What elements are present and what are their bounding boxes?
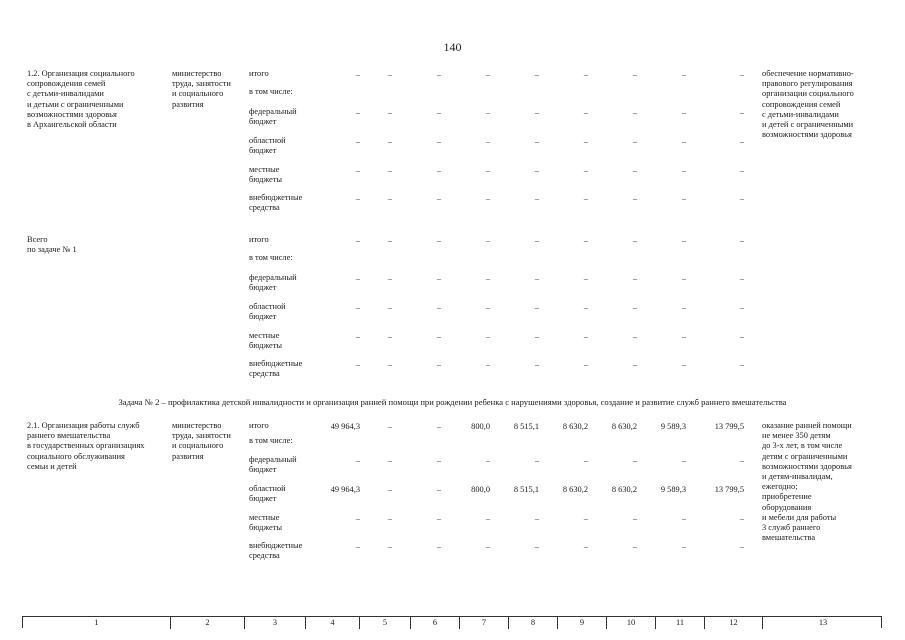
source-federal: федеральный бюджет [249,455,297,475]
column-numbers-row [22,616,882,628]
result: обеспечение нормативно- правового регулирования организации социального сопровождения семей с детьми-инвалидами и детей с ограниченными возможностями здоровья [762,69,854,140]
row-vnebyudzhet-value: – [583,194,588,203]
row-federal-value: – [355,456,360,465]
row-federal-value: – [436,108,441,117]
column-number-2: 2 [171,617,245,629]
row-oblast-value: – [739,303,744,312]
row-federal-value: – [681,274,686,283]
row-oblast-value: – [485,303,490,312]
row-vnebyudzhet-value: – [485,360,490,369]
row-itogo-value: – [387,70,392,79]
measure-name: 2.1. Организация работы служб раннего вмешательства в государственных организациях социального обслуживания семьи и детей [27,421,145,471]
row-federal-value: – [583,108,588,117]
row-mestnye-value: – [739,332,744,341]
row-oblast-value: – [681,303,686,312]
row-mestnye-value: – [485,166,490,175]
source-oblast: областной бюджет [249,136,286,156]
row-vnebyudzhet-value: – [436,194,441,203]
row-federal-value: – [583,274,588,283]
row-itogo-value: – [583,236,588,245]
row-oblast-value: 8 515,1 [513,485,539,494]
result: оказание ранней помощи не менее 350 детям до 3-х лет, в том числе детям с ограниченными возможностями здоровья и детям-инвалидам, ежегодно; приобретение оборудования и мебели для работы 3 служб раннего вмешательства [762,421,852,543]
column-number-11: 11 [656,617,705,629]
row-itogo-value: 13 799,5 [714,422,744,431]
row-mestnye-value: – [534,514,539,523]
row-mestnye-value: – [681,514,686,523]
row-federal-value: – [387,274,392,283]
row-itogo-value: – [681,70,686,79]
page-number: 140 [443,40,462,54]
row-oblast-value: – [681,137,686,146]
row-vnebyudzhet-value: – [681,360,686,369]
row-mestnye-value: – [583,514,588,523]
row-federal-value: – [485,456,490,465]
row-mestnye-value: – [355,514,360,523]
row-vnebyudzhet-value: – [436,542,441,551]
row-itogo-value: – [583,70,588,79]
row-itogo-value: – [436,422,441,431]
column-number-9: 9 [558,617,607,629]
source-federal: федеральный бюджет [249,273,297,293]
row-vnebyudzhet-value: – [632,542,637,551]
column-number-4: 4 [306,617,360,629]
row-oblast-value: – [387,485,392,494]
row-mestnye-value: – [681,332,686,341]
row-federal-value: – [436,456,441,465]
row-federal-value: – [583,456,588,465]
row-mestnye-value: – [583,332,588,341]
source-vnebyudzhet: внебюджетные средства [249,193,303,213]
row-itogo-value: – [436,70,441,79]
row-mestnye-value: – [387,514,392,523]
row-vnebyudzhet-value: – [583,542,588,551]
row-vnebyudzhet-value: – [632,360,637,369]
row-itogo-value: – [436,236,441,245]
row-itogo-value: 800,0 [471,422,490,431]
column-number-10: 10 [607,617,656,629]
source-v-tom-chisle: в том числе: [249,253,293,262]
row-mestnye-value: – [436,166,441,175]
row-federal-value: – [355,274,360,283]
row-itogo-value: – [485,70,490,79]
row-federal-value: – [387,108,392,117]
row-federal-value: – [632,108,637,117]
row-oblast-value: 49 964,3 [330,485,360,494]
column-number-1: 1 [23,617,171,629]
row-oblast-value: 13 799,5 [714,485,744,494]
source-oblast: областной бюджет [249,302,286,322]
row-mestnye-value: – [534,166,539,175]
row-oblast-value: 8 630,2 [611,485,637,494]
row-vnebyudzhet-value: – [681,194,686,203]
column-number-5: 5 [360,617,411,629]
row-itogo-value: – [632,70,637,79]
row-federal-value: – [632,456,637,465]
source-itogo: итого [249,69,269,78]
row-mestnye-value: – [355,166,360,175]
source-mestnye: местные бюджеты [249,165,283,185]
source-vnebyudzhet: внебюджетные средства [249,541,303,561]
row-vnebyudzhet-value: – [436,360,441,369]
row-oblast-value: – [485,137,490,146]
row-federal-value: – [485,274,490,283]
row-oblast-value: – [632,303,637,312]
row-itogo-value: – [739,70,744,79]
row-federal-value: – [739,456,744,465]
row-vnebyudzhet-value: – [534,194,539,203]
row-mestnye-value: – [632,332,637,341]
row-vnebyudzhet-value: – [681,542,686,551]
row-oblast-value: – [632,137,637,146]
row-federal-value: – [534,108,539,117]
source-v-tom-chisle: в том числе: [249,87,293,96]
row-itogo-value: 8 630,2 [611,422,637,431]
column-number-12: 12 [705,617,763,629]
row-vnebyudzhet-value: – [355,542,360,551]
row-itogo-value: – [387,236,392,245]
source-oblast: областной бюджет [249,484,286,504]
row-federal-value: – [632,274,637,283]
row-oblast-value: – [583,137,588,146]
row-itogo-value: – [485,236,490,245]
source-mestnye: местные бюджеты [249,513,283,533]
row-mestnye-value: – [436,332,441,341]
row-itogo-value: 9 589,3 [660,422,686,431]
row-vnebyudzhet-value: – [387,194,392,203]
row-mestnye-value: – [485,332,490,341]
row-vnebyudzhet-value: – [485,542,490,551]
column-number-8: 8 [509,617,558,629]
column-number-7: 7 [460,617,509,629]
row-itogo-value: – [534,236,539,245]
row-oblast-value: 9 589,3 [660,485,686,494]
row-mestnye-value: – [355,332,360,341]
row-vnebyudzhet-value: – [534,542,539,551]
row-vnebyudzhet-value: – [534,360,539,369]
task-2-heading: Задача № 2 – профилактика детской инвалидности и организация ранней помощи при рождении ребенка с нарушениями здоровья, создание и развитие служб раннего вмешательства [118,397,787,407]
row-oblast-value: – [534,303,539,312]
row-mestnye-value: – [387,166,392,175]
row-mestnye-value: – [632,166,637,175]
row-itogo-value: – [355,70,360,79]
row-mestnye-value: – [534,332,539,341]
row-oblast-value: – [583,303,588,312]
row-vnebyudzhet-value: – [583,360,588,369]
source-v-tom-chisle: в том числе: [249,436,293,445]
column-number-3: 3 [245,617,306,629]
row-vnebyudzhet-value: – [387,360,392,369]
total-task-1: Всего по задаче № 1 [27,235,77,255]
row-federal-value: – [485,108,490,117]
row-oblast-value: – [436,137,441,146]
row-oblast-value: – [355,303,360,312]
row-oblast-value: 8 630,2 [562,485,588,494]
row-oblast-value: – [436,303,441,312]
row-itogo-value: 8 515,1 [513,422,539,431]
row-mestnye-value: – [387,332,392,341]
row-vnebyudzhet-value: – [355,194,360,203]
row-itogo-value: – [355,236,360,245]
measure-name: 1.2. Организация социального сопровождения семей с детьми-инвалидами и детьми с ограниченными возможностями здоровья в Архангельской области [27,69,135,130]
executor: министерство труда, занятости и социального развития [172,421,231,461]
row-mestnye-value: – [739,166,744,175]
row-federal-value: – [681,456,686,465]
row-federal-value: – [436,274,441,283]
source-federal: федеральный бюджет [249,107,297,127]
row-oblast-value: – [355,137,360,146]
row-mestnye-value: – [739,514,744,523]
row-itogo-value: – [387,422,392,431]
row-vnebyudzhet-value: – [739,360,744,369]
row-itogo-value: 49 964,3 [330,422,360,431]
row-federal-value: – [355,108,360,117]
row-federal-value: – [681,108,686,117]
row-itogo-value: – [534,70,539,79]
executor: министерство труда, занятости и социального развития [172,69,231,109]
row-itogo-value: – [681,236,686,245]
row-oblast-value: – [534,137,539,146]
row-oblast-value: – [387,303,392,312]
row-vnebyudzhet-value: – [632,194,637,203]
source-vnebyudzhet: внебюджетные средства [249,359,303,379]
row-oblast-value: – [436,485,441,494]
row-oblast-value: – [387,137,392,146]
row-mestnye-value: – [632,514,637,523]
row-mestnye-value: – [436,514,441,523]
source-itogo: итого [249,421,269,430]
column-number-6: 6 [411,617,460,629]
row-mestnye-value: – [681,166,686,175]
row-vnebyudzhet-value: – [387,542,392,551]
row-federal-value: – [739,108,744,117]
source-mestnye: местные бюджеты [249,331,283,351]
row-vnebyudzhet-value: – [355,360,360,369]
row-itogo-value: – [632,236,637,245]
row-mestnye-value: – [485,514,490,523]
row-itogo-value: 8 630,2 [562,422,588,431]
row-federal-value: – [739,274,744,283]
row-vnebyudzhet-value: – [739,542,744,551]
row-federal-value: – [387,456,392,465]
row-oblast-value: – [739,137,744,146]
source-itogo: итого [249,235,269,244]
row-federal-value: – [534,274,539,283]
row-vnebyudzhet-value: – [485,194,490,203]
column-number-13: 13 [818,618,828,627]
row-federal-value: – [534,456,539,465]
row-mestnye-value: – [583,166,588,175]
row-vnebyudzhet-value: – [739,194,744,203]
row-oblast-value: 800,0 [471,485,490,494]
row-itogo-value: – [739,236,744,245]
